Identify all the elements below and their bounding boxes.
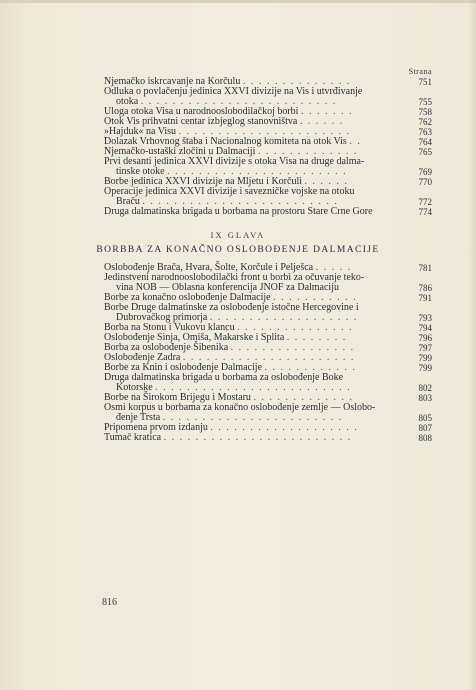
toc-page-number: 802 <box>418 383 432 393</box>
toc-entry-title: Njemačko-ustaški zločini u Dalmaciji <box>104 146 256 157</box>
leader-dots: . . . . . . . <box>300 106 353 117</box>
toc-page-number: 774 <box>418 207 432 217</box>
toc-entry <box>104 207 432 217</box>
toc-entry-continuation-text: vina NOB — Oblasna konferencija JNOF za Dalmaciju <box>116 282 339 293</box>
toc-page-number: 758 <box>418 107 432 117</box>
toc-entry-continuation-text: otoka <box>116 96 139 107</box>
leader-dots: . . . . . . . . . . . . . . . . <box>230 342 355 353</box>
toc-page-number: 807 <box>418 423 432 433</box>
toc-entry <box>104 373 432 393</box>
toc-page-number: 794 <box>418 323 432 333</box>
leader-dots: . . . . . . . . . . . . . . . . . . . . . . <box>182 352 355 363</box>
toc-entry-title: Oslobođenje Zadra <box>104 352 181 363</box>
leader-dots: . . . . . . . . . . . . . <box>253 392 354 403</box>
page-edge-shadow <box>468 0 476 690</box>
toc-page-number: 786 <box>418 283 432 293</box>
toc-page-number: 791 <box>418 293 432 303</box>
toc-page-number: 769 <box>418 167 432 177</box>
chapter-title: BORBBA ZA KONAČNO OSLOBOĐENJE DALMACIJE <box>96 245 380 255</box>
toc-entry <box>104 403 432 423</box>
leader-dots: . . . . . . . . . . . . . . . . . . . <box>209 312 358 323</box>
leader-dots: . . <box>349 136 362 147</box>
toc-entry <box>104 273 432 293</box>
toc-entry-title: Borba za oslobođenje Šibenika <box>104 342 229 353</box>
toc-page-number: 799 <box>418 353 432 363</box>
page-column-header: Strana <box>408 66 432 76</box>
toc-entry <box>104 433 432 443</box>
toc-entry-title: Borbe Druge dalmatinske za oslobođenje istočne Hercegovine i <box>104 302 359 313</box>
toc-entry-title: Borba na Stonu i Vukovu klancu <box>104 322 235 333</box>
toc-entry-title: Druga dalmatinska brigada u borbama na prostoru Stare Crne Gore <box>104 206 373 217</box>
leader-dots: . . . . . . . . . . . . . . . . . . . . . . . . . <box>142 196 339 207</box>
toc-entry-continuation-text: tinske otoke <box>116 166 165 177</box>
toc-entry-title: »Hajduk« na Visu <box>104 126 176 137</box>
toc-page-number: 793 <box>418 313 432 323</box>
toc-page-number: 764 <box>418 137 432 147</box>
toc-page-number: 803 <box>418 393 432 403</box>
toc-entry-title: Borbe za konačno oslobođenje Dalmacije <box>104 292 271 303</box>
toc-entry <box>104 157 432 177</box>
toc-entry-title: Njemačko iskrcavanje na Korčulu <box>104 76 241 87</box>
toc-entry-title: Osmi korpus u borbama za konačno oslobođenje zemlje — Oslobo- <box>104 402 376 413</box>
toc-page-number: 781 <box>418 263 432 273</box>
toc-entry-title: Pripomena prvom izdanju <box>104 422 208 433</box>
leader-dots: . . . . . <box>315 262 352 273</box>
toc-page-number: 797 <box>418 343 432 353</box>
leader-dots: . . . . . . <box>304 176 349 187</box>
leader-dots: . . . . . . . . . . . . . . . . . . . . . . . <box>162 412 343 423</box>
toc-entry-title: Prvi desanti jedinica XXVI divizije s otoka Visa na druge dalma- <box>104 156 365 167</box>
leader-dots: . . . . . . . . . . . . . . . . . . . . . . <box>178 126 351 137</box>
leader-dots: . . . . . . . . . . . <box>273 292 358 303</box>
toc-page-number: 765 <box>418 147 432 157</box>
toc-entry-title: Operacije jedinica XXVI divizije i savezničke vojske na otoku <box>104 186 355 197</box>
toc-entry <box>104 303 432 323</box>
toc-entry-title: Odluka o povlačenju jedinica XXVI divizije na Vis i utvrđivanje <box>104 86 363 97</box>
leader-dots: . . . . . . . . . . . . . <box>257 146 358 157</box>
toc-entry-title: Borbe na Širokom Brijegu i Mostaru <box>104 392 251 403</box>
leader-dots: . . . . . . . . . . . . . . . . . . . . . . . . <box>163 432 352 443</box>
page-number: 816 <box>102 597 117 608</box>
leader-dots: . . . . . . . . . . . . . . . . . . . . . . . <box>167 166 348 177</box>
toc-entry-title: Oslobođenje Brača, Hvara, Šolte, Korčule i Pelješca <box>104 262 314 273</box>
toc-entry-title: Borbe za Knin i oslobođenje Dalmacije <box>104 362 263 373</box>
toc-page-number: 772 <box>418 197 432 207</box>
toc-entry-title: Dolazak Vrhovnog štaba i Nacionalnog komiteta na otok Vis <box>104 136 347 147</box>
toc-entry-title: Borbe jedinica XXVI divizije na Mljetu i Korčuli <box>104 176 303 187</box>
leader-dots: . . . . . . . . <box>286 332 347 343</box>
toc-entry-continuation-text: Dubrovačkog primorja <box>116 312 208 323</box>
toc-entry-line <box>104 433 406 443</box>
leader-dots: . . . . . . <box>299 116 344 127</box>
toc-page-number: 808 <box>418 433 432 443</box>
toc-page-number: 762 <box>418 117 432 127</box>
top-edge <box>0 0 476 3</box>
toc-page-number: 799 <box>418 363 432 373</box>
toc-entry-title: Druga dalmatinska brigada u borbama za oslobođenje Boke <box>104 372 344 383</box>
toc-entry-continuation-text: Kotorske <box>116 382 153 393</box>
toc-section-2 <box>104 263 432 443</box>
toc-entry-continuation-text: đenje Trsta <box>116 412 161 423</box>
leader-dots: . . . . . . . . . . . . . . . . . . . . . . . . . <box>155 382 352 393</box>
toc-entry <box>104 87 432 107</box>
toc-page-number: 755 <box>418 97 432 107</box>
toc-entry <box>104 187 432 207</box>
leader-dots: . . . . . . . . . . . . . . . . . . . . . . . . . <box>140 96 337 107</box>
leader-dots: . . . . . . . . . . . . . . <box>242 76 351 87</box>
toc-entry-title: Otok Vis prihvatni centar izbjeglog stanovništva <box>104 116 298 127</box>
toc-section-1 <box>104 77 432 217</box>
toc-entry-title: Tumač kratica <box>104 432 162 443</box>
toc-page-number: 751 <box>418 77 432 87</box>
toc-entry-title: Jedinstveni narodnooslobodilački front u borbi za očuvanje teko- <box>104 272 365 283</box>
chapter-label: IX GLAVA <box>210 230 266 240</box>
leader-dots: . . . . . . . . . . . . . . . . . . . <box>210 422 359 433</box>
toc-entry-title: Uloga otoka Visa u narodnooslobodilačkoj borbi <box>104 106 299 117</box>
toc-page-number: 763 <box>418 127 432 137</box>
toc-entry-title: Oslobođenje Sinja, Omiša, Makarske i Splita <box>104 332 285 343</box>
toc-entry-continuation-text: Braču <box>116 196 140 207</box>
toc-page-number: 770 <box>418 177 432 187</box>
toc-page-number: 796 <box>418 333 432 343</box>
leader-dots: . . . . . . . . . . . . . . . <box>237 322 354 333</box>
leader-dots: . . . . . . . . . . . . <box>264 362 357 373</box>
toc-page-number: 805 <box>418 413 432 423</box>
